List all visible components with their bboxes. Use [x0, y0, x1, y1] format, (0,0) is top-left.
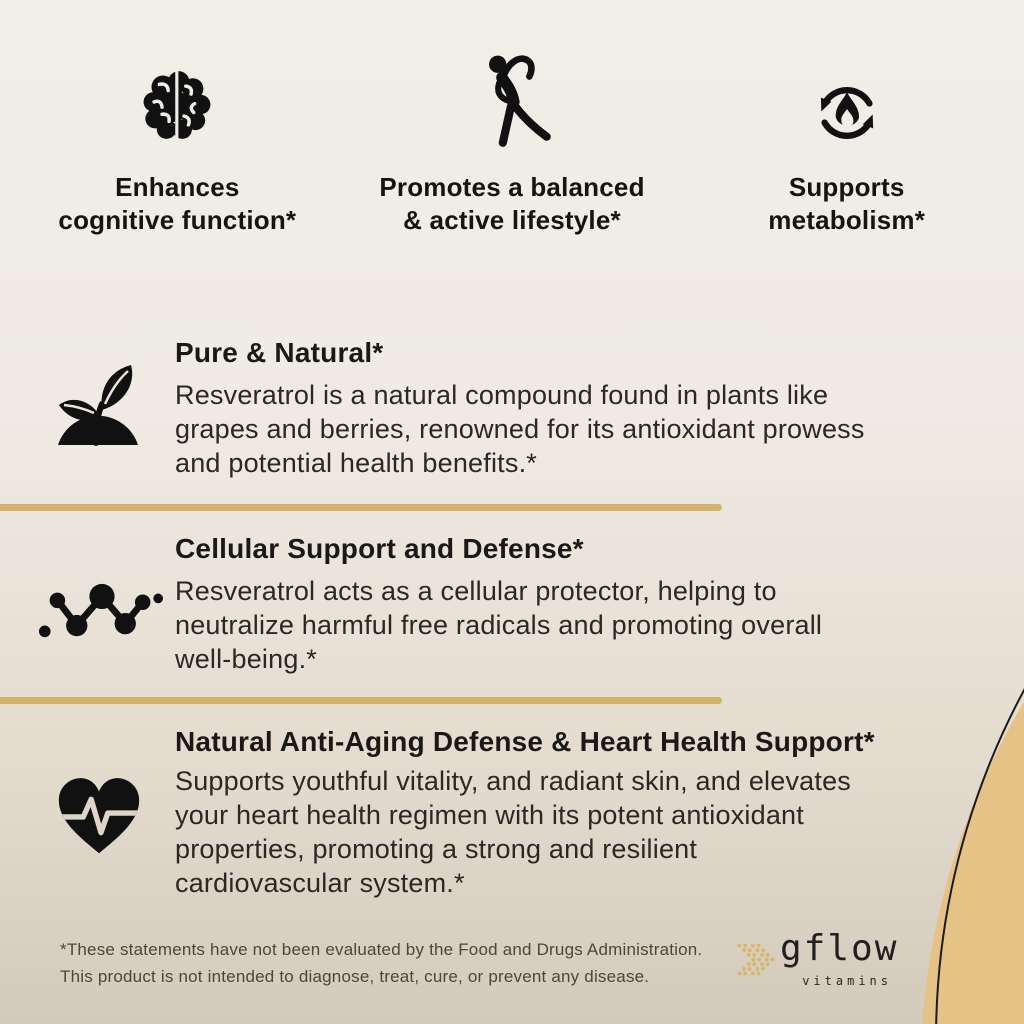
- brand-tagline: vitamins: [802, 974, 892, 988]
- disclaimer-line: *These statements have not been evaluated by the Food and Drugs Administration.: [60, 940, 703, 959]
- section-body: [175, 764, 851, 900]
- section-body-line: neutralize harmful free radicals and promoting overall: [175, 610, 823, 640]
- section-body-line: well-being.*: [175, 644, 317, 674]
- disclaimer-line: This product is not intended to diagnose, treat, cure, or prevent any disease.: [60, 967, 650, 986]
- section-body-line: Resveratrol acts as a cellular protector, helping to: [175, 576, 777, 606]
- benefit-metabolism: [679, 45, 1014, 237]
- section-title: Natural Anti-Aging Defense & Heart Health Support*: [175, 726, 875, 757]
- section-body: [175, 378, 865, 480]
- benefits-row: [10, 45, 1014, 237]
- benefit-caption: [379, 171, 644, 237]
- section-title: Pure & Natural*: [175, 337, 384, 368]
- sprout-icon: [48, 352, 148, 464]
- benefit-lifestyle: [345, 45, 680, 237]
- section-body: [175, 574, 822, 676]
- molecule-icon: [38, 577, 164, 645]
- benefit-caption-line: cognitive function*: [58, 205, 297, 235]
- benefit-caption-line: & active lifestyle*: [403, 205, 621, 235]
- gold-divider: [0, 504, 722, 511]
- section-body-line: Resveratrol is a natural compound found in plants like: [175, 380, 829, 410]
- heart-pulse-icon: [50, 766, 148, 864]
- brain-icon: [133, 45, 221, 153]
- section-body-line: and potential health benefits.*: [175, 448, 537, 478]
- benefit-caption-line: metabolism*: [768, 205, 926, 235]
- section-body-line: grapes and berries, renowned for its antioxidant prowess: [175, 414, 865, 444]
- brand-chevrons-icon: [736, 944, 782, 976]
- section-body-line: Supports youthful vitality, and radiant skin, and elevates: [175, 766, 851, 796]
- section-title: Cellular Support and Defense*: [175, 533, 584, 564]
- benefit-caption-line: Supports: [788, 172, 905, 202]
- metabolism-icon: [807, 45, 887, 153]
- benefit-cognitive: [10, 45, 345, 237]
- benefit-caption: [58, 171, 296, 237]
- benefit-caption: [768, 171, 925, 237]
- section-body-line: properties, promoting a strong and resilient: [175, 834, 698, 864]
- fda-disclaimer: [60, 936, 702, 990]
- section-body-line: cardiovascular system.*: [175, 868, 465, 898]
- section-body-line: your heart health regimen with its potent antioxidant: [175, 800, 804, 830]
- benefit-caption-line: Promotes a balanced: [379, 172, 645, 202]
- gold-divider: [0, 697, 722, 704]
- brand-name: gflow: [780, 928, 899, 969]
- benefit-caption-line: Enhances: [115, 172, 240, 202]
- exercise-icon: [461, 45, 563, 153]
